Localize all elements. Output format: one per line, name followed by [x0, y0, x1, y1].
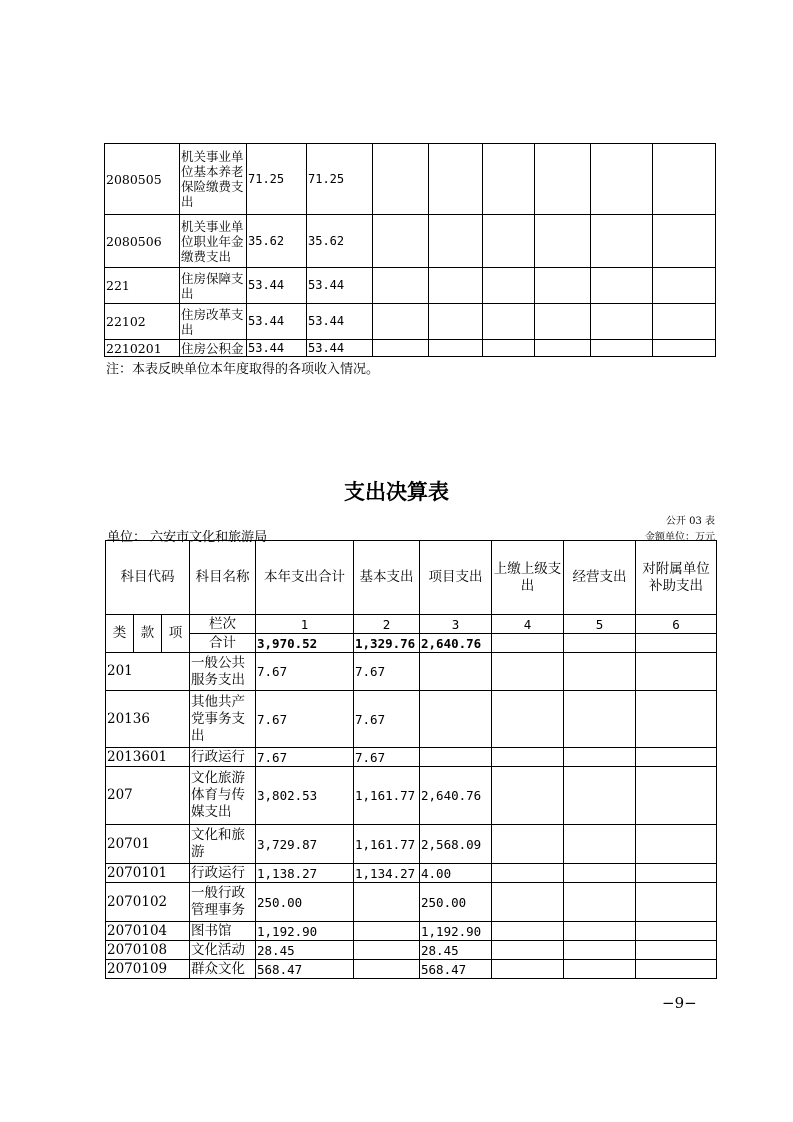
total-row — [106, 634, 717, 653]
basic-amount: 1,329.76 — [354, 634, 420, 653]
xiang-header: 项 — [162, 615, 190, 653]
subject-code: 201 — [106, 653, 190, 691]
total-amount: 35.62 — [247, 215, 307, 268]
subject-code: 2070104 — [106, 922, 190, 941]
col-number: 1 — [256, 615, 354, 634]
lei-header: 类 — [106, 615, 134, 653]
project-amount: 4.00 — [420, 864, 492, 883]
basic-amount: 7.67 — [354, 748, 420, 767]
table-row — [105, 268, 716, 304]
subject-name: 行政运行 — [190, 748, 256, 767]
project-amount: 2,640.76 — [420, 767, 492, 825]
col-number: 5 — [564, 615, 636, 634]
subject-code: 2080506 — [105, 215, 180, 268]
total-amount: 1,138.27 — [256, 864, 354, 883]
subject-name: 行政运行 — [190, 864, 256, 883]
total-amount: 3,802.53 — [256, 767, 354, 825]
table-row — [105, 304, 716, 340]
column-number-row — [106, 615, 717, 634]
project-amount: 250.00 — [420, 883, 492, 922]
subsidiary-subsidy-header: 对附属单位补助支出 — [636, 541, 717, 615]
basic-amount — [354, 883, 420, 922]
project-amount: 2,568.09 — [420, 825, 492, 864]
project-amount — [420, 691, 492, 748]
amount-unit-label: 金额单位：万元 — [645, 532, 715, 543]
total-label: 合计 — [190, 634, 256, 653]
col-number: 6 — [636, 615, 717, 634]
table-row — [105, 215, 716, 268]
header-row — [106, 541, 717, 615]
page-number: −9− — [662, 994, 697, 1012]
basic-amount: 7.67 — [354, 653, 420, 691]
basic-amount: 1,134.27 — [354, 864, 420, 883]
project-amount: 28.45 — [420, 941, 492, 960]
table-row — [105, 340, 716, 357]
basic-amount — [354, 960, 420, 979]
subject-name-header: 科目名称 — [190, 541, 256, 615]
basic-amount: 35.62 — [307, 215, 373, 268]
table-row — [106, 825, 717, 864]
kuan-header: 款 — [134, 615, 162, 653]
operating-header: 经营支出 — [564, 541, 636, 615]
total-amount: 1,192.90 — [256, 922, 354, 941]
project-amount — [420, 653, 492, 691]
col-number: 4 — [492, 615, 564, 634]
total-amount: 53.44 — [247, 304, 307, 340]
subject-name: 一般行政管理事务 — [190, 883, 256, 922]
basic-amount — [354, 922, 420, 941]
table-row — [106, 748, 717, 767]
total-amount: 53.44 — [247, 268, 307, 304]
subject-code: 2080505 — [105, 144, 180, 215]
project-header: 项目支出 — [420, 541, 492, 615]
table-row — [106, 691, 717, 748]
subject-code: 2013601 — [106, 748, 190, 767]
subject-name: 住房公积金 — [180, 340, 247, 357]
basic-amount — [354, 941, 420, 960]
total-amount: 568.47 — [256, 960, 354, 979]
basic-amount: 7.67 — [354, 691, 420, 748]
subject-code: 2070102 — [106, 883, 190, 922]
subject-name: 机关事业单位职业年金缴费支出 — [180, 215, 247, 268]
basic-amount: 53.44 — [307, 268, 373, 304]
form-number: 公开 03 表 — [665, 516, 715, 527]
table-row — [106, 941, 717, 960]
col-number: 3 — [420, 615, 492, 634]
subject-code: 22102 — [105, 304, 180, 340]
basic-amount: 53.44 — [307, 340, 373, 357]
subject-name: 住房改革支出 — [180, 304, 247, 340]
basic-amount: 53.44 — [307, 304, 373, 340]
table-row — [105, 144, 716, 215]
page-title: 支出决算表 — [344, 480, 449, 504]
subject-code: 2070109 — [106, 960, 190, 979]
table-row — [106, 767, 717, 825]
remit-superior-header: 上缴上级支出 — [492, 541, 564, 615]
basic-amount: 71.25 — [307, 144, 373, 215]
subject-name: 群众文化 — [190, 960, 256, 979]
project-amount: 568.47 — [420, 960, 492, 979]
total-amount: 3,729.87 — [256, 825, 354, 864]
subject-code: 207 — [106, 767, 190, 825]
table-row — [106, 864, 717, 883]
table-row — [106, 960, 717, 979]
subject-code: 20136 — [106, 691, 190, 748]
table-note: 注：本表反映单位本年度取得的各项收入情况。 — [106, 362, 380, 377]
project-amount: 1,192.90 — [420, 922, 492, 941]
total-amount: 71.25 — [247, 144, 307, 215]
project-amount: 2,640.76 — [420, 634, 492, 653]
table-row — [106, 653, 717, 691]
table-row — [106, 883, 717, 922]
lanci-label: 栏次 — [190, 615, 256, 634]
total-amount: 7.67 — [256, 748, 354, 767]
subject-code: 221 — [105, 268, 180, 304]
total-amount: 28.45 — [256, 941, 354, 960]
project-amount — [420, 748, 492, 767]
col-number: 2 — [354, 615, 420, 634]
total-amount: 7.67 — [256, 653, 354, 691]
expenditure-table — [105, 540, 717, 979]
subject-code-header: 科目代码 — [106, 541, 190, 615]
subject-name: 机关事业单位基本养老保险缴费支出 — [180, 144, 247, 215]
total-amount: 3,970.52 — [256, 634, 354, 653]
total-amount: 7.67 — [256, 691, 354, 748]
total-amount: 53.44 — [247, 340, 307, 357]
total-header: 本年支出合计 — [256, 541, 354, 615]
basic-header: 基本支出 — [354, 541, 420, 615]
basic-amount: 1,161.77 — [354, 825, 420, 864]
total-amount: 250.00 — [256, 883, 354, 922]
basic-amount: 1,161.77 — [354, 767, 420, 825]
subject-name: 其他共产党事务支出 — [190, 691, 256, 748]
subject-name: 住房保障支出 — [180, 268, 247, 304]
unit-label: 单位： 六安市文化和旅游局 — [107, 530, 268, 545]
subject-code: 2210201 — [105, 340, 180, 357]
table-row — [106, 922, 717, 941]
subject-name: 文化和旅游 — [190, 825, 256, 864]
subject-name: 文化旅游体育与传媒支出 — [190, 767, 256, 825]
subject-code: 2070108 — [106, 941, 190, 960]
income-table-continuation — [104, 143, 716, 357]
subject-name: 文化活动 — [190, 941, 256, 960]
subject-name: 图书馆 — [190, 922, 256, 941]
subject-name: 一般公共服务支出 — [190, 653, 256, 691]
subject-code: 2070101 — [106, 864, 190, 883]
subject-code: 20701 — [106, 825, 190, 864]
